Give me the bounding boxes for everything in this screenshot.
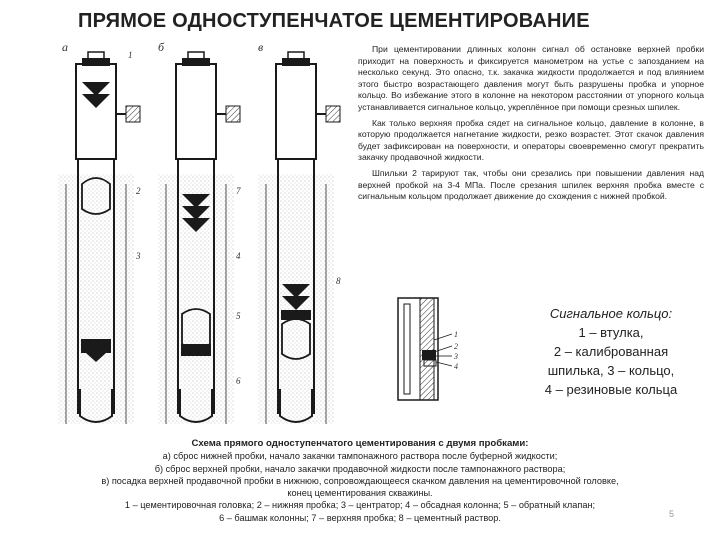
column-b <box>158 52 240 424</box>
ring-label-3: 3 <box>454 352 458 361</box>
plug-a-2 <box>82 94 110 108</box>
panel-label-a: а <box>62 40 68 54</box>
figure-caption-a: а) сброс нижней пробки, начало закачки тампонажного раствора после буферной жидкости; <box>162 451 558 462</box>
bottom-plug-a <box>81 339 111 353</box>
head-cap-b <box>182 58 210 66</box>
figure-caption-heading: Схема прямого одноступенчатого цементирования с двумя пробками: <box>191 438 529 449</box>
explanation-paragraph-1: При цементировании длинных колонн сигнал об остановке верхней пробки приходит на поверхность и фиксируется манометром на устье с запозданием на несколько секунд. Это опасно, т.к. закачка жидкости продолжается и под влиянием этого быстро возрастающего давления могут быть разрушены пробка и упорное кольцо. Во избежание этого в колонне на некотором расстоянии от упорного кольца устанавливается сигнальное кольцо, укреплённое при помощи срезных шпилек. <box>358 44 704 112</box>
valve-body-a <box>126 106 140 122</box>
page-title: ПРЯМОЕ ОДНОСТУПЕНЧАТОЕ ЦЕМЕНТИРОВАНИЕ <box>78 10 590 32</box>
fig-label-4: 4 <box>236 251 241 261</box>
ring-3 <box>422 350 436 360</box>
figure-caption-legend-2: 6 – башмак колонны; 7 – верхняя пробка; 8 – цементный раствор. <box>219 512 501 523</box>
panel-label-b: б <box>158 40 165 54</box>
figure-caption-b: б) сброс верхней пробки, начало закачки продавочной жидкости после тампонажного раствора; <box>154 463 566 474</box>
column-v <box>258 52 340 424</box>
cementing-head-b <box>176 64 216 159</box>
explanation-paragraph-2: Как только верхняя пробка сядет на сигнальное кольцо, давление в колонне, в которую продолжается нагнетание жидкости, резко возрастет. Этот скачок давления будет зафиксирован на поверхности, и операторы своевременно смогут прекратить закачку продавочной жидкости. <box>358 117 704 163</box>
sleeve-inner <box>404 304 410 394</box>
signal-ring-caption-line-4: 4 – резиновые кольца <box>544 382 678 397</box>
head-cap-v <box>282 58 310 66</box>
fig-label-5: 5 <box>236 311 241 321</box>
signal-ring-drawing <box>392 294 484 404</box>
panel-label-v: в <box>258 40 264 54</box>
leader-2 <box>434 346 452 352</box>
signal-ring-caption-heading: Сигнальное кольцо: <box>549 306 673 321</box>
ring-label-2: 2 <box>454 342 458 351</box>
plug-a-1 <box>82 82 110 96</box>
column-a <box>58 52 140 424</box>
fig-label-7: 7 <box>236 186 241 196</box>
borehole-a <box>58 174 134 424</box>
explanation-text <box>358 44 704 207</box>
bottom-plug-b <box>181 344 211 356</box>
cementing-schematic <box>48 44 348 434</box>
signal-ring-caption-line-1: 1 – втулка, <box>578 325 644 340</box>
signal-ring-caption-line-2: 2 – калиброванная <box>553 344 669 359</box>
ring-label-1: 1 <box>454 330 458 339</box>
fig-label-1: 1 <box>128 50 133 60</box>
signal-ring-caption <box>516 304 706 399</box>
signal-ring-caption-line-3: шпилька, 3 – кольцо, <box>547 363 675 378</box>
ring-label-4: 4 <box>454 362 458 371</box>
sleeve-wall <box>420 298 434 400</box>
figure-caption <box>20 438 700 524</box>
fig-label-6: 6 <box>236 376 241 386</box>
cementing-head-v <box>276 64 316 159</box>
explanation-paragraph-3: Шпильки 2 тарируют так, чтобы они срезались при повышении давления над верхней пробкой на 3-4 МПа. После срезания шпилек верхняя пробка вместе с сигнальным кольцом продолжает движение до схождения с нижней пробкой. <box>358 167 704 202</box>
valve-body-v <box>326 106 340 122</box>
leader-1 <box>434 334 452 340</box>
fig-label-8: 8 <box>336 276 341 286</box>
fig-label-3: 3 <box>136 251 141 261</box>
cementing-head-a <box>76 64 116 159</box>
head-cap-a <box>82 58 110 66</box>
figure-caption-legend-1: 1 – цементировочная головка; 2 – нижняя пробка; 3 – центратор; 4 – обсадная колонна; 5 – обратный клапан; <box>124 500 596 511</box>
figure-caption-v2: конец цементирования скважины. <box>287 488 433 499</box>
figure-caption-v1: в) посадка верхней продавочной пробки в нижнюю, сопровождающееся скачком давления на цементировочной головке, <box>101 475 619 486</box>
fig-label-2: 2 <box>136 186 141 196</box>
page-number: 5 <box>669 509 675 519</box>
valve-body-b <box>226 106 240 122</box>
